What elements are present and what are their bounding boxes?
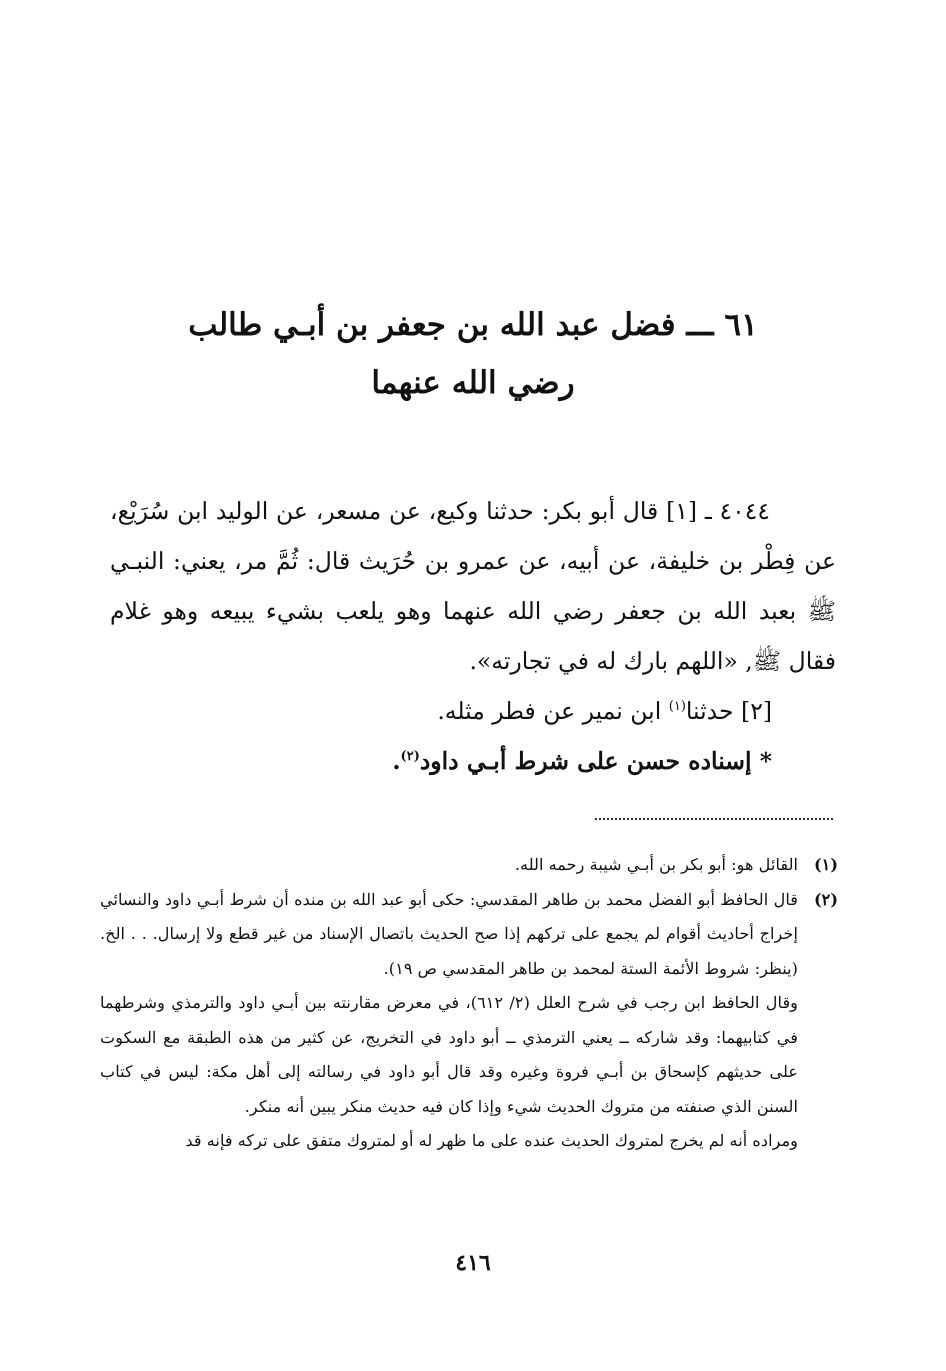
footnotes [100, 848, 838, 1159]
footnote-1 [100, 848, 838, 883]
page-number: ٤١٦ [455, 1250, 491, 1276]
hadith-grade [110, 736, 836, 786]
footnote-2-paragraph-2: وقال الحافظ ابن رجب في شرح العلل (٢/ ٦١٢)، في معرض مقارنته بين أبـي داود والترمذي وشرطهما في كتابيهما: وقد شاركه ــ يعني الترمذي ــ أبو داود في التخريج، عن كثير من هذه الطبقة مع السكوت على حديثهم كإسحاق بن أبـي فروة وغيره وقد قال أبو داود في رسالته إلى أهل مكة: ليس في كتاب السنن الذي صنفته من متروك الحديث شيء وإذا كان فيه حديث منكر يبين أنه منكر. [100, 993, 798, 1116]
footnote-1-paragraph: القائل هو: أبو بكر بن أبـي شيبة رحمه الله. [514, 855, 798, 874]
footnote-separator [595, 818, 833, 820]
footnote-ref-1: (١) [668, 699, 686, 715]
footnote-ref-2: (٢) [400, 749, 420, 765]
footnote-2-body [100, 883, 798, 1159]
grade-end: . [392, 747, 401, 775]
hadith-block [110, 486, 836, 786]
sub-chain-number: [٢] [741, 697, 772, 725]
footnote-2-number: (٢) [813, 889, 838, 909]
grade-star-icon: * [759, 747, 772, 775]
footnote-1-body [100, 848, 798, 883]
hadith-number: ٤٠٤٤ ـ [١] [666, 497, 770, 525]
chapter-title [100, 296, 846, 412]
grade-text: إسناده حسن على شرط أبـي داود [419, 747, 752, 775]
hadith-main [110, 486, 836, 686]
sub-chain-text-end: ابن نمير عن فطر مثله. [437, 697, 662, 725]
hadith-sub-chain [110, 686, 836, 736]
chapter-title-line-2: رضي الله عنهما [371, 365, 575, 401]
sub-chain-text-start: حدثنا [685, 697, 734, 725]
footnote-2-paragraph-3: ومراده أنه لم يخرج لمتروك الحديث عنده على ما ظهر له أو لمتروك متفق على تركه فإنه قد [185, 1131, 798, 1150]
footnote-2 [100, 883, 838, 1159]
hadith-text: قال أبو بكر: حدثنا وكيع، عن مسعر، عن الوليد ابن سُرَيْع، عن فِطْر بن خليفة، عن أبيه، عن عمرو بن حُرَيث قال: ثُمَّ مر، يعني: النبـي ﷺ بعبد الله بن جعفر رضي الله عنهما وهو يلعب بشيء يبيعه وهو غلام فقال ﷺ, «اللهم بارك له في تجارته». [110, 497, 836, 675]
footnote-2-paragraph-1: قال الحافظ أبو الفضل محمد بن طاهر المقدسي: حكى أبو عبد الله بن منده أن شرط أبـي داود والنسائي إخراج أحاديث أقوام لم يجمع على تركهم إذا صح الحديث باتصال الإسناد من غير قطع ولا إرسال. . . الخ. (ينظر: شروط الأئمة الستة لمحمد بن طاهر المقدسي ص ١٩). [100, 889, 798, 978]
chapter-title-line-1: ٦١ ـــ فضل عبد الله بن جعفر بن أبـي طالب [188, 307, 758, 343]
footnote-1-number: (١) [813, 855, 838, 874]
